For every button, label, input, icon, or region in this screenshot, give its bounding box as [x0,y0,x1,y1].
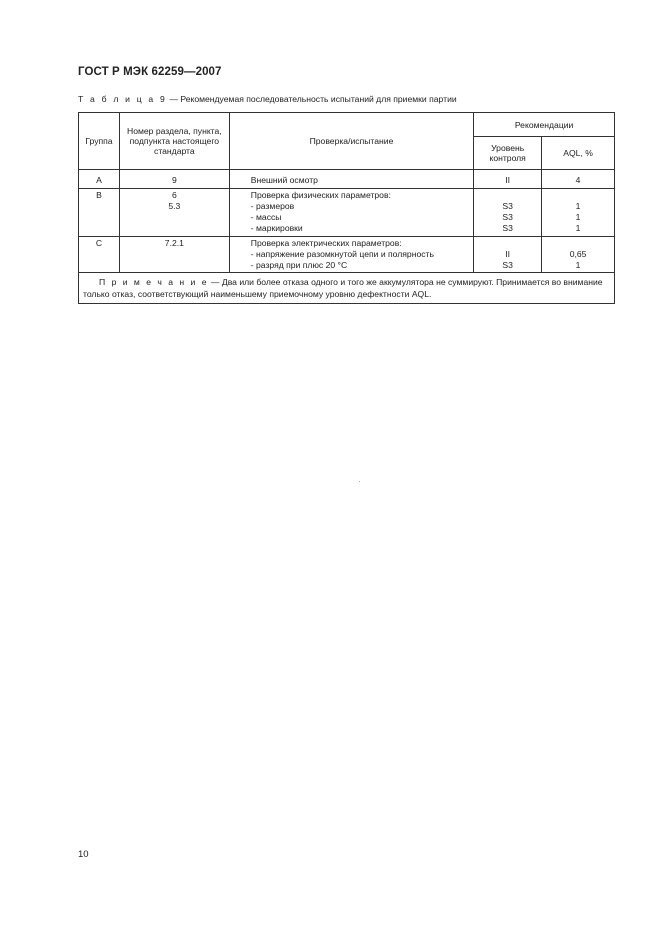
cell-aql-line: 1 [575,223,581,233]
cell-test: Внешний осмотр [229,174,473,189]
cell-aql-line: 1 [575,201,581,211]
cell-group: B [79,189,120,237]
cell-level-line: S3 [502,223,513,233]
cell-test-line: - разряд при плюс 20 °С [250,260,348,270]
header-test: Проверка/испытание [229,113,473,170]
header-section: Номер раздела, пункта, подпункта настоящего стандарта [119,113,229,170]
cell-level: II [474,174,542,189]
table-row [79,174,615,189]
cell-level-line: S3 [502,260,513,270]
cell-level-line [474,190,541,201]
table-note [79,273,615,304]
cell-level-line: S3 [502,201,513,211]
cell-section-line: 5.3 [168,201,181,211]
cell-level-line: S3 [502,212,513,222]
cell-test-line: Проверка физических параметров: [250,190,391,200]
cell-test-line: - напряжение разомкнутой цепи и полярность [250,249,434,259]
cell-level-line: II [505,249,511,259]
table-caption [78,94,457,104]
page-number: 10 [78,849,89,860]
cell-aql-line [542,190,614,201]
note-label: П р и м е ч а н и е [99,277,209,287]
cell-section-line: 6 [171,190,177,200]
cell-aql-line: 1 [575,212,581,222]
cell-group: C [79,237,120,273]
cell-aql [542,189,615,237]
table-caption-label: Т а б л и ц а 9 [78,94,167,104]
cell-aql-line: 0,65 [569,249,587,259]
acceptance-test-table [78,112,615,304]
scan-speck [359,481,360,482]
cell-section [119,237,229,273]
table-note-row [79,273,615,304]
cell-test [229,189,473,237]
header-recommendations: Рекомендации [474,113,615,137]
cell-test-line: - размеров [250,201,295,211]
cell-aql: 4 [542,174,615,189]
cell-test-line: - массы [250,212,282,222]
cell-section: 9 [119,174,229,189]
header-group: Группа [79,113,120,170]
table-row [79,237,615,273]
cell-aql-line: 1 [575,260,581,270]
cell-aql-line [542,238,614,249]
header-aql: AQL, % [542,137,615,170]
cell-test-line: - маркировки [250,223,303,233]
cell-aql [542,237,615,273]
table-caption-text: — Рекомендуемая последовательность испытаний для приемки партии [166,94,457,104]
cell-section-line: 7.2.1 [164,238,184,248]
cell-level-line [474,238,541,249]
table-row [79,189,615,237]
cell-section [119,189,229,237]
cell-level [474,237,542,273]
cell-test-line: Проверка электрических параметров: [250,238,402,248]
note-text: — Два или более отказа одного и того же аккумулятора не суммируют. Принимается во внимание только отказ, соответствующий наименьшему приемочному уровню дефектности AQL. [83,277,603,299]
cell-level [474,189,542,237]
cell-test [229,237,473,273]
document-header: ГОСТ Р МЭК 62259—2007 [78,66,222,78]
header-level: Уровень контроля [474,137,542,170]
cell-group: A [79,174,120,189]
